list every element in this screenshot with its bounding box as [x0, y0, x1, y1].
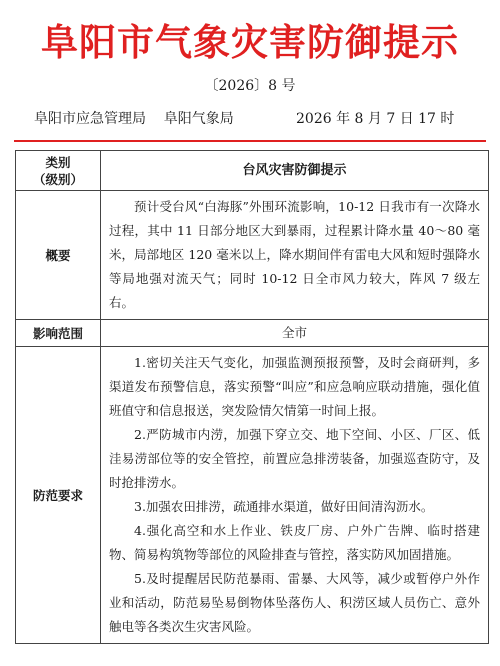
table-row-scope [16, 320, 489, 347]
document-title: 阜阳市气象灾害防御提示 [41, 20, 459, 64]
category-value: 台风灾害防御提示 [101, 151, 489, 191]
requirement-item: 2.严防城市内涝，加强下穿立交、地下空间、小区、厂区、低洼易涝部位等的安全管控，前置应急排涝装备，加强巡查防守，及时抢排涝水。 [109, 427, 480, 490]
category-label-line2: （级别） [32, 171, 83, 187]
red-divider [14, 140, 486, 142]
requirement-item: 3.加强农田排涝，疏通排水渠道，做好田间清沟沥水。 [134, 499, 434, 514]
issuer: 阜阳市应急管理局 阜阳气象局 [34, 111, 234, 127]
overview-cell [101, 191, 489, 320]
document-number: 〔2026〕8 号 [204, 78, 296, 94]
requirement-item: 5.及时提醒居民防范暴雨、雷暴、大风等，减少或暂停户外作业和活动，防范易坠易倒物体坠落伤人、积涝区域人员伤亡、意外触电等各类次生灾害风险。 [109, 571, 480, 634]
requirements-label: 防范要求 [16, 347, 101, 644]
scope-value: 全市 [101, 320, 489, 347]
table-row-requirements [16, 347, 489, 644]
requirements-cell [101, 347, 489, 644]
category-label-line1: 类别 [45, 154, 71, 170]
table-row-overview [16, 191, 489, 320]
overview-text: 预计受台风“白海豚”外围环流影响，10-12 日我市有一次降水过程，其中 11 日部分地区大到暴雨，过程累计降水量 40～80 毫米，局部地区 120 毫米以上，降水期间伴有雷电大风和短时强降水等局地强对流天气；同时 10-12 日全市风力较大，阵风 7 级左右。 [109, 199, 480, 310]
issue-time: 2026 年 8 月 7 日 17 时 [296, 111, 455, 127]
requirement-item: 4.强化高空和水上作业、铁皮厂房、户外广告牌、临时搭建物、简易构筑物等部位的风险排查与管控，落实防风加固措施。 [109, 523, 480, 562]
warning-table [15, 150, 489, 644]
scope-label: 影响范围 [16, 320, 101, 347]
issuer-line [34, 108, 474, 128]
overview-label: 概要 [16, 191, 101, 320]
requirement-item: 1.密切关注天气变化，加强监测预报预警，及时会商研判，多渠道发布预警信息，落实预警“叫应”和应急响应联动措施，强化值班值守和信息报送，突发险情欠情第一时间上报。 [109, 355, 480, 418]
table-row-category [16, 151, 489, 191]
category-label [16, 151, 101, 191]
